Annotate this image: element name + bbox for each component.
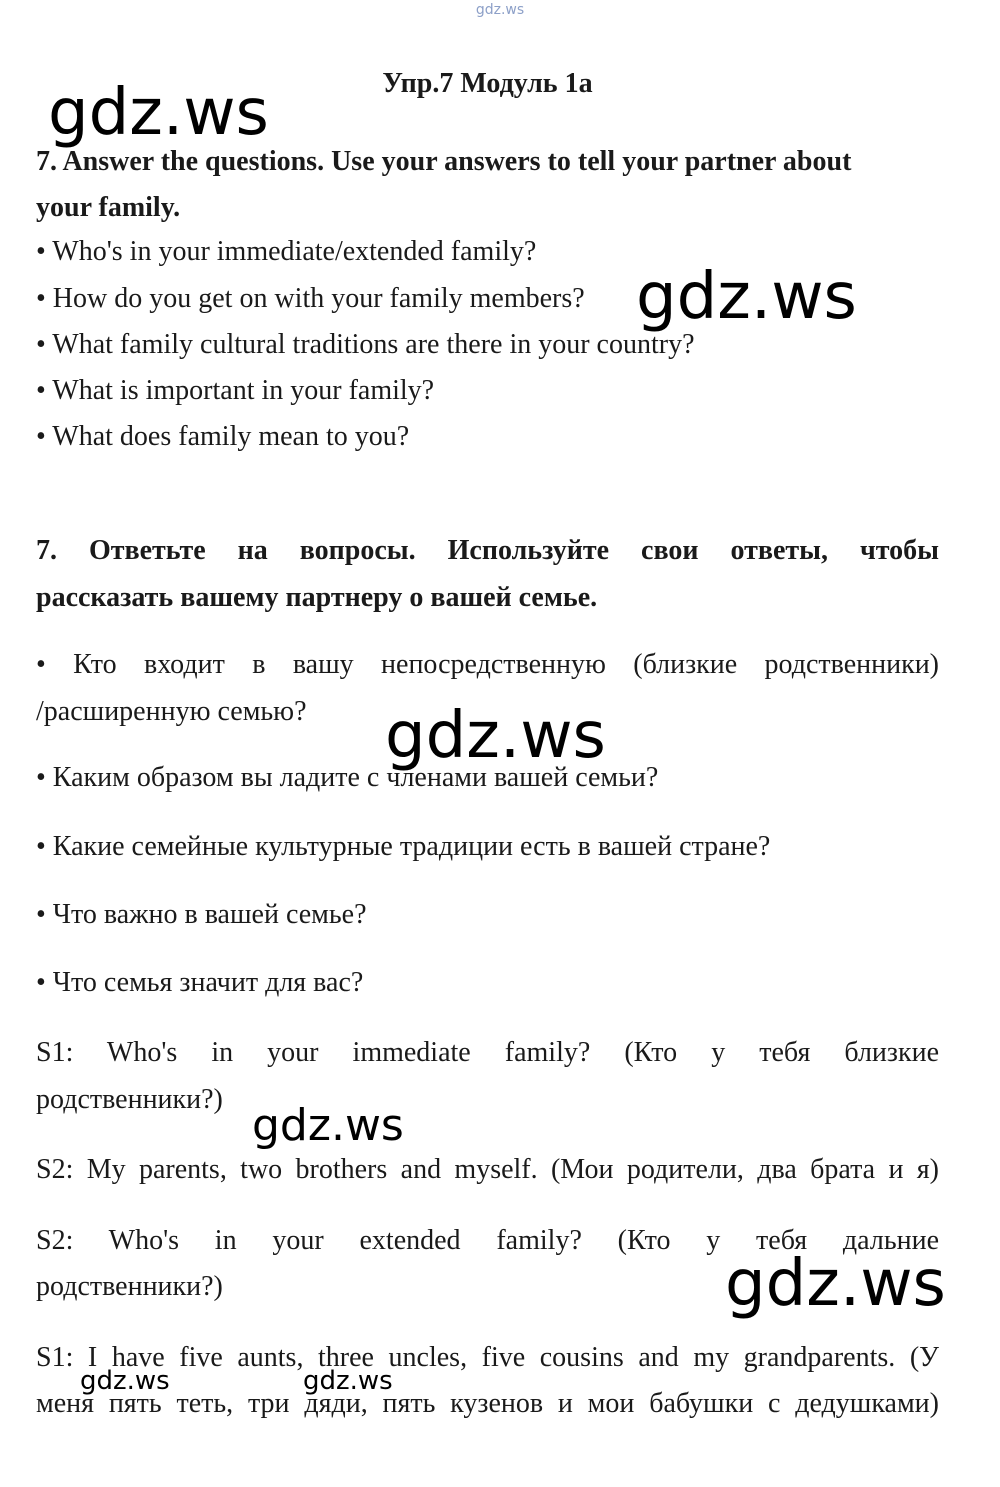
russian-question-1-line-1: • Кто входит в вашу непосредственную (близкие родственники) xyxy=(36,649,939,680)
russian-question-3: • Какие семейные культурные традиции есть в вашей стране? xyxy=(36,831,771,862)
watermark-6: gdz.ws xyxy=(80,1366,170,1396)
english-question-5: • What does family mean to you? xyxy=(36,421,410,452)
russian-task-line-2: рассказать вашему партнеру о вашей семье. xyxy=(36,582,598,613)
english-question-3: • What family cultural traditions are there in your country? xyxy=(36,329,695,360)
watermark-4: gdz.ws xyxy=(252,1100,404,1151)
dialogue-line-1a: S1: Who's in your immediate family? (Кто у тебя близкие xyxy=(36,1037,939,1068)
english-task-line-2: your family. xyxy=(36,192,181,223)
russian-question-5: • Что семья значит для вас? xyxy=(36,967,364,998)
watermark-5: gdz.ws xyxy=(725,1247,946,1321)
dialogue-line-1b: родственники?) xyxy=(36,1084,223,1115)
dialogue-line-2: S2: My parents, two brothers and myself. (Мои родители, два брата и я) xyxy=(36,1154,939,1185)
dialogue-line-3a: S2: Who's in your extended family? (Кто у тебя дальние xyxy=(36,1225,939,1256)
dialogue-line-3b: родственники?) xyxy=(36,1271,223,1302)
watermark-top: gdz.ws xyxy=(475,2,525,18)
dialogue-line-4b: меня пять теть, три дяди, пять кузенов и мои бабушки с дедушками) xyxy=(36,1388,939,1419)
english-task-line-1: 7. Answer the questions. Use your answers to tell your partner about xyxy=(36,146,852,177)
russian-question-2: • Каким образом вы ладите с членами вашей семьи? xyxy=(36,762,659,793)
watermark-2: gdz.ws xyxy=(636,260,857,334)
russian-task-line-1: 7. Ответьте на вопросы. Используйте свои ответы, чтобы xyxy=(36,535,939,566)
english-question-2: • How do you get on with your family members? xyxy=(36,283,585,314)
watermark-7: gdz.ws xyxy=(303,1366,393,1396)
watermark-1: gdz.ws xyxy=(48,76,269,150)
english-question-4: • What is important in your family? xyxy=(36,375,435,406)
page-title: Упр.7 Модуль 1a xyxy=(382,68,593,99)
english-question-1: • Who's in your immediate/extended family? xyxy=(36,236,537,267)
dialogue-line-4a: S1: I have five aunts, three uncles, five cousins and my grandparents. (У xyxy=(36,1342,939,1373)
watermark-3: gdz.ws xyxy=(385,699,606,773)
russian-question-4: • Что важно в вашей семье? xyxy=(36,899,367,930)
russian-question-1-line-2: /расширенную семью? xyxy=(36,696,307,727)
